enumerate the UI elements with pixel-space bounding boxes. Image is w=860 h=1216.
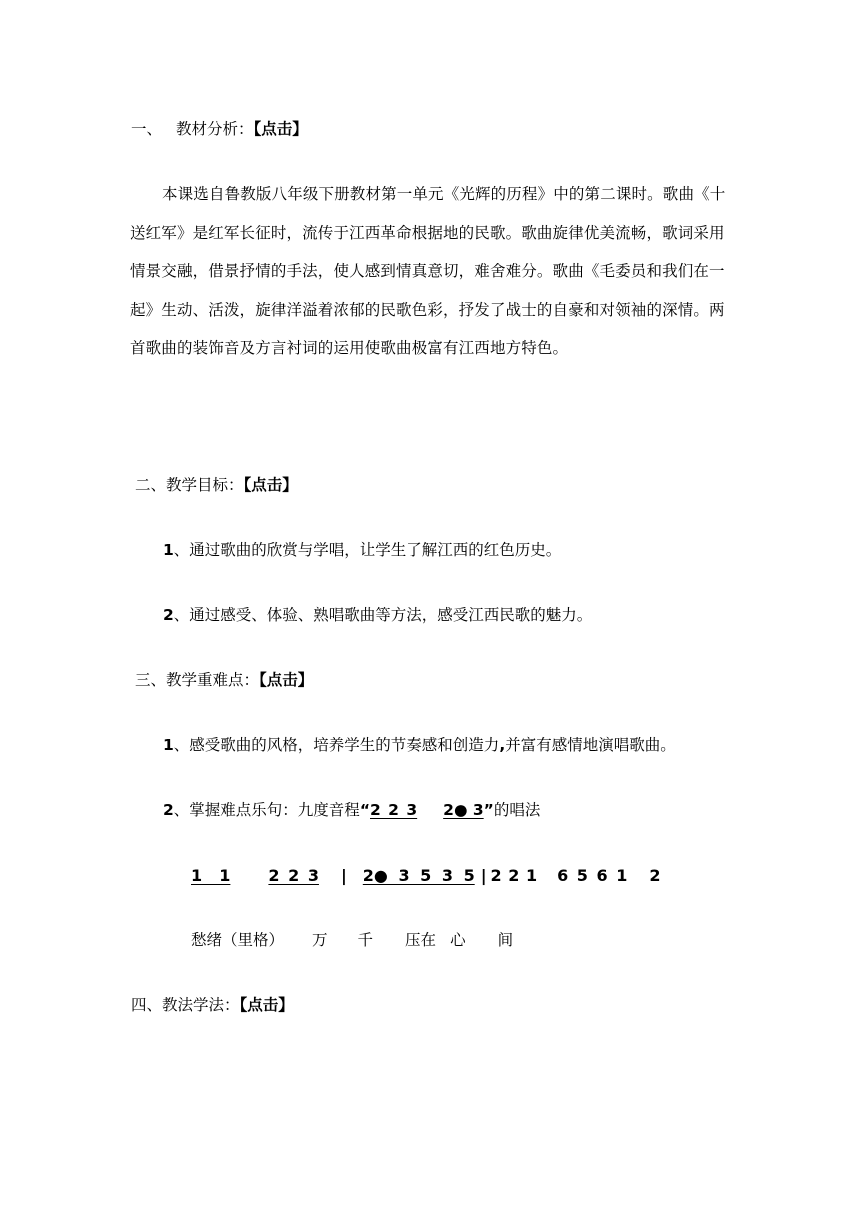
analysis-paragraph: 本课选自鲁教版八年级下册教材第一单元《光辉的历程》中的第二课时。歌曲《十送红军》是红军长征时，流传于江西革命根据地的民歌。歌曲旋律优美流畅，歌词采用情景交融，借景抒情的手法，使人感到情真意切，难舍难分。歌曲《毛委员和我们在一起》生动、活泼，旋律洋溢着浓郁的民歌色彩，抒发了战士的自豪和对领袖的深情。两首歌曲的装饰音及方言衬词的运用使歌曲极富有江西地方特色。 [130,185,726,357]
section-heading-1 [131,119,308,139]
bar-line: | [480,866,487,885]
difficulty-text: 、感受歌曲的风格，培养学生的节奏感和创造力 [173,736,500,754]
section-title: 教材分析： [176,120,254,138]
difficulty-comma: , [499,736,506,754]
section-heading-2 [135,475,298,495]
quote-close: ” [483,801,494,819]
note-group: 6 5 6 1 [557,866,628,885]
quote-open: “ [359,801,370,819]
jianpu-notation [191,866,660,886]
section-link-click[interactable]: 【点击】 [239,996,294,1014]
lyrics-line [191,930,513,950]
section-heading-3 [135,670,313,690]
note-group: 2 2 3 [268,866,319,885]
difficulty-number: 1 [163,736,174,754]
section-heading-4 [131,995,294,1015]
lyric-word: 愁绪（里格） [191,931,285,949]
goal-text: 、通过歌曲的欣赏与学唱，让学生了解江西的红色历史。 [173,541,562,559]
section-link-click[interactable]: 【点击】 [259,671,314,689]
notation-interval-b: 2● 3 [443,801,484,819]
goal-number: 1 [163,541,174,559]
section-link-click[interactable]: 【点击】 [253,120,308,138]
section-number: 一、 [131,120,163,138]
difficulty-item-1 [163,735,676,755]
lyric-word: 千 [357,931,374,949]
difficulty-text: 、掌握难点乐句：九度音程 [173,801,360,819]
difficulty-text-end: 并富有感情地演唱歌曲。 [505,736,676,754]
lyric-word: 心 [450,931,466,949]
goal-text: 、通过感受、体验、熟唱歌曲等方法，感受江西民歌的魅力。 [173,606,593,624]
section-title: 四、教法学法： [131,996,240,1014]
note-group: 2● 3 5 3 5 [362,866,475,885]
lyric-word: 间 [497,931,514,949]
section-link-click[interactable]: 【点击】 [243,476,298,494]
difficulty-text-end: 的唱法 [493,801,541,819]
difficulty-number: 2 [163,801,174,819]
section-title: 三、教学重难点： [135,671,260,689]
bar-line: | [340,866,347,885]
note-group: 1 1 [191,866,231,885]
note-group: 2 [649,866,661,885]
section-title: 二、教学目标： [135,476,244,494]
note-group: 2 2 1 [490,866,538,885]
difficulty-item-2 [163,800,540,820]
goal-item-1 [163,540,561,560]
lyric-word: 压在 [405,931,437,949]
goal-item-2 [163,605,592,625]
lyric-word: 万 [312,931,328,949]
notation-interval-a: 2 2 3 [370,801,418,819]
goal-number: 2 [163,606,174,624]
